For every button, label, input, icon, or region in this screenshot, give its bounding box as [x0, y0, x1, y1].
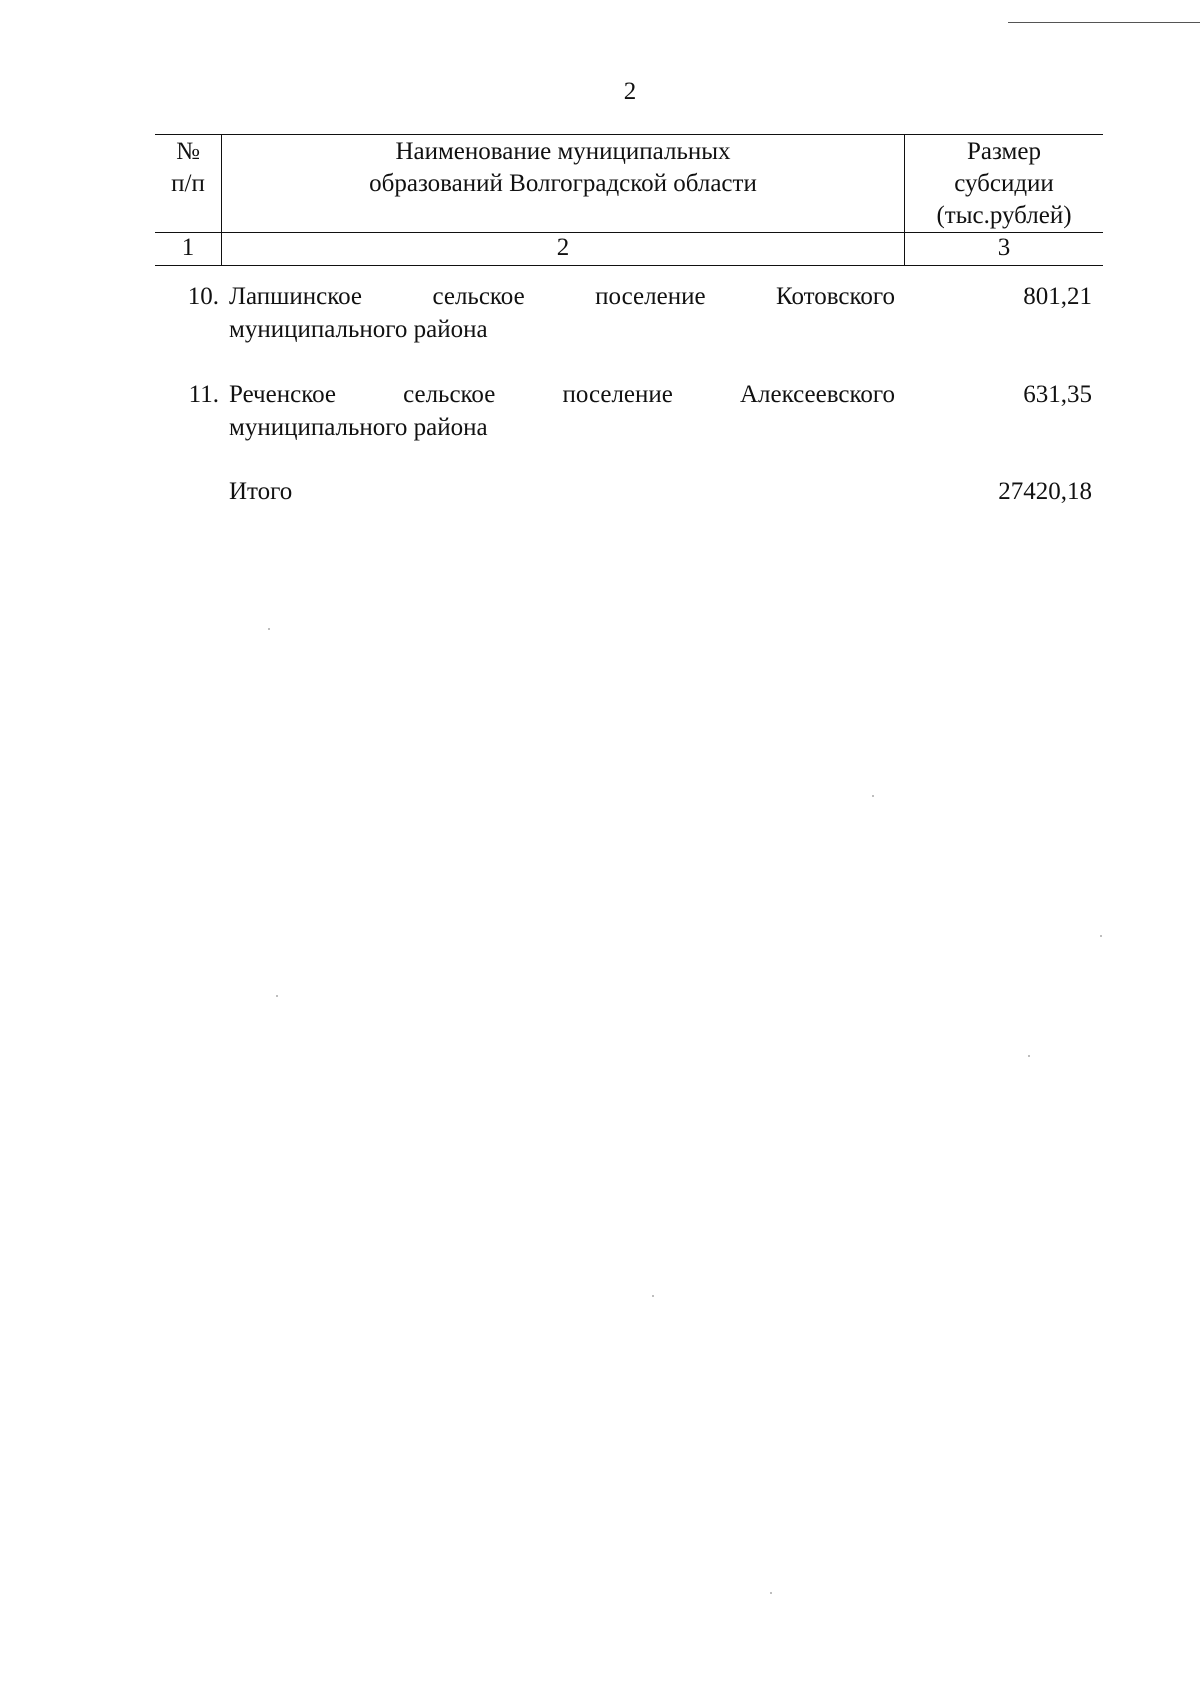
header-col-subsidy-line1: Размер [967, 138, 1041, 165]
row-name-line1: Лапшинское сельское поселение Котовского [229, 283, 895, 310]
scan-speck [1028, 1055, 1030, 1057]
header-col-number [155, 135, 221, 232]
column-number-row [155, 232, 1103, 266]
row-value: 631,35 [1023, 381, 1092, 408]
row-value: 801,21 [1023, 283, 1092, 310]
row-name-line1: Реченское сельское поселение Алексеевского [229, 381, 895, 408]
header-col-number-line2: п/п [171, 170, 205, 197]
total-label: Итого [229, 478, 293, 505]
scan-speck [1100, 935, 1102, 937]
header-col-subsidy-line2: субсидии [954, 170, 1054, 197]
column-number-2: 2 [221, 233, 905, 265]
total-row-spacer [155, 475, 221, 515]
row-name-line2: муниципального района [229, 316, 488, 343]
row-name [221, 280, 903, 378]
table-row [155, 378, 1103, 475]
scan-speck [276, 995, 278, 997]
column-number-3: 3 [997, 234, 1011, 261]
column-number-1: 1 [181, 234, 195, 261]
row-name-line2: муниципального района [229, 414, 488, 441]
header-col-subsidy-line3: (тыс.рублей) [936, 202, 1072, 229]
scan-speck [652, 1295, 654, 1297]
scan-edge-mark [1008, 22, 1200, 23]
header-col-name [221, 135, 905, 232]
table-body [155, 280, 1103, 515]
scan-speck [268, 628, 270, 630]
page-number: 2 [623, 78, 637, 105]
row-number: 10. [187, 283, 219, 310]
total-row [155, 475, 1103, 515]
header-row [155, 134, 1103, 232]
header-col-name-line2: образований Волгоградской области [369, 170, 757, 197]
row-name [221, 378, 903, 475]
scan-speck [770, 1592, 772, 1594]
table-row [155, 280, 1103, 378]
scan-speck [872, 795, 874, 797]
header-col-name-line1: Наименование муниципальных [395, 138, 731, 165]
row-number: 11. [188, 381, 219, 408]
header-col-subsidy [905, 135, 1103, 232]
header-col-number-line1: № [176, 138, 200, 165]
total-value: 27420,18 [998, 478, 1092, 505]
table-header [155, 134, 1103, 266]
